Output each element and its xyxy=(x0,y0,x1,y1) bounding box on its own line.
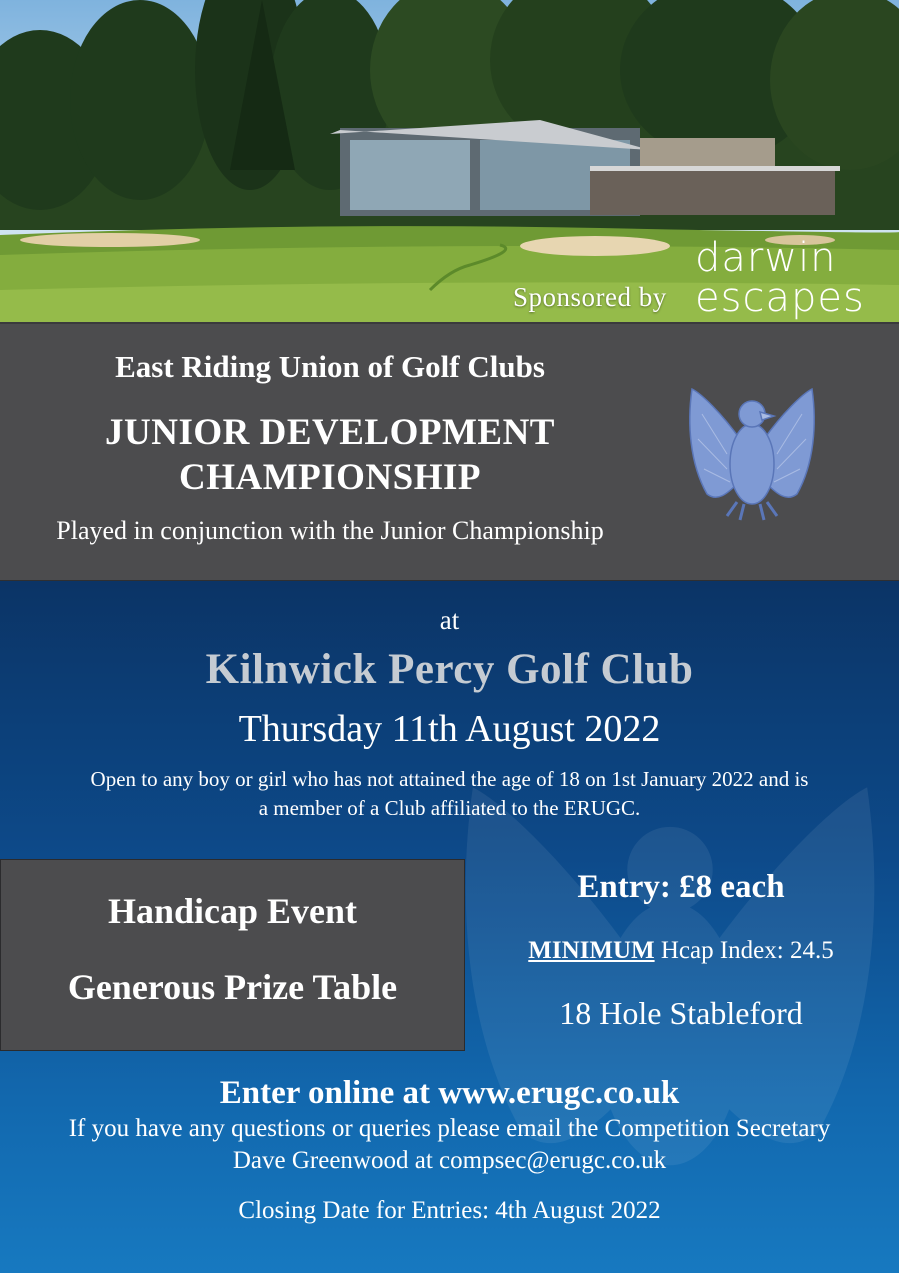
details-panel xyxy=(0,581,899,1273)
prize-table: Generous Prize Table xyxy=(67,967,398,1007)
darwin-escapes-logo xyxy=(695,235,885,321)
hero-photo xyxy=(0,0,899,322)
union-name: East Riding Union of Golf Clubs xyxy=(115,349,545,384)
queries-line-1: If you have any questions or queries please email the Competition Secretary xyxy=(68,1115,831,1142)
handicap-requirement xyxy=(463,937,899,965)
conjunction-note: Played in conjunction with the Junior Championship xyxy=(56,516,604,545)
queries-line-2[interactable]: Dave Greenwood at compsec@erugc.co.uk xyxy=(232,1147,667,1174)
event-format: Handicap Event xyxy=(107,891,358,931)
event-date: Thursday 11th August 2022 xyxy=(238,708,661,750)
online-entry-link[interactable]: Enter online at www.erugc.co.uk xyxy=(219,1075,680,1111)
logo-line-darwin: darwin xyxy=(695,235,837,281)
eagle-crest-icon xyxy=(682,384,822,524)
eligibility-line-1: Open to any boy or girl who has not attained the age of 18 on 1st January 2022 and is xyxy=(90,767,809,791)
entry-fee: Entry: £8 each xyxy=(577,869,785,905)
event-summary-box xyxy=(0,859,465,1051)
eligibility-text xyxy=(20,765,879,823)
closing-date: Closing Date for Entries: 4th August 2022 xyxy=(238,1197,661,1224)
sponsored-by-label: Sponsored by xyxy=(513,282,667,312)
title-band xyxy=(0,322,899,583)
logo-line-escapes: escapes xyxy=(695,275,865,321)
minimum-label: MINIMUM xyxy=(528,937,655,964)
handicap-index: Hcap Index: 24.5 xyxy=(654,937,834,964)
eligibility-line-2: a member of a Club affiliated to the ERUGC. xyxy=(258,796,641,820)
venue-name: Kilnwick Percy Golf Club xyxy=(205,646,694,693)
competition-format: 18 Hole Stableford xyxy=(559,995,803,1031)
at-label: at xyxy=(439,605,460,635)
title-line-1: JUNIOR DEVELOPMENT xyxy=(105,412,555,453)
championship-title xyxy=(0,410,660,500)
title-line-2: CHAMPIONSHIP xyxy=(179,457,481,498)
